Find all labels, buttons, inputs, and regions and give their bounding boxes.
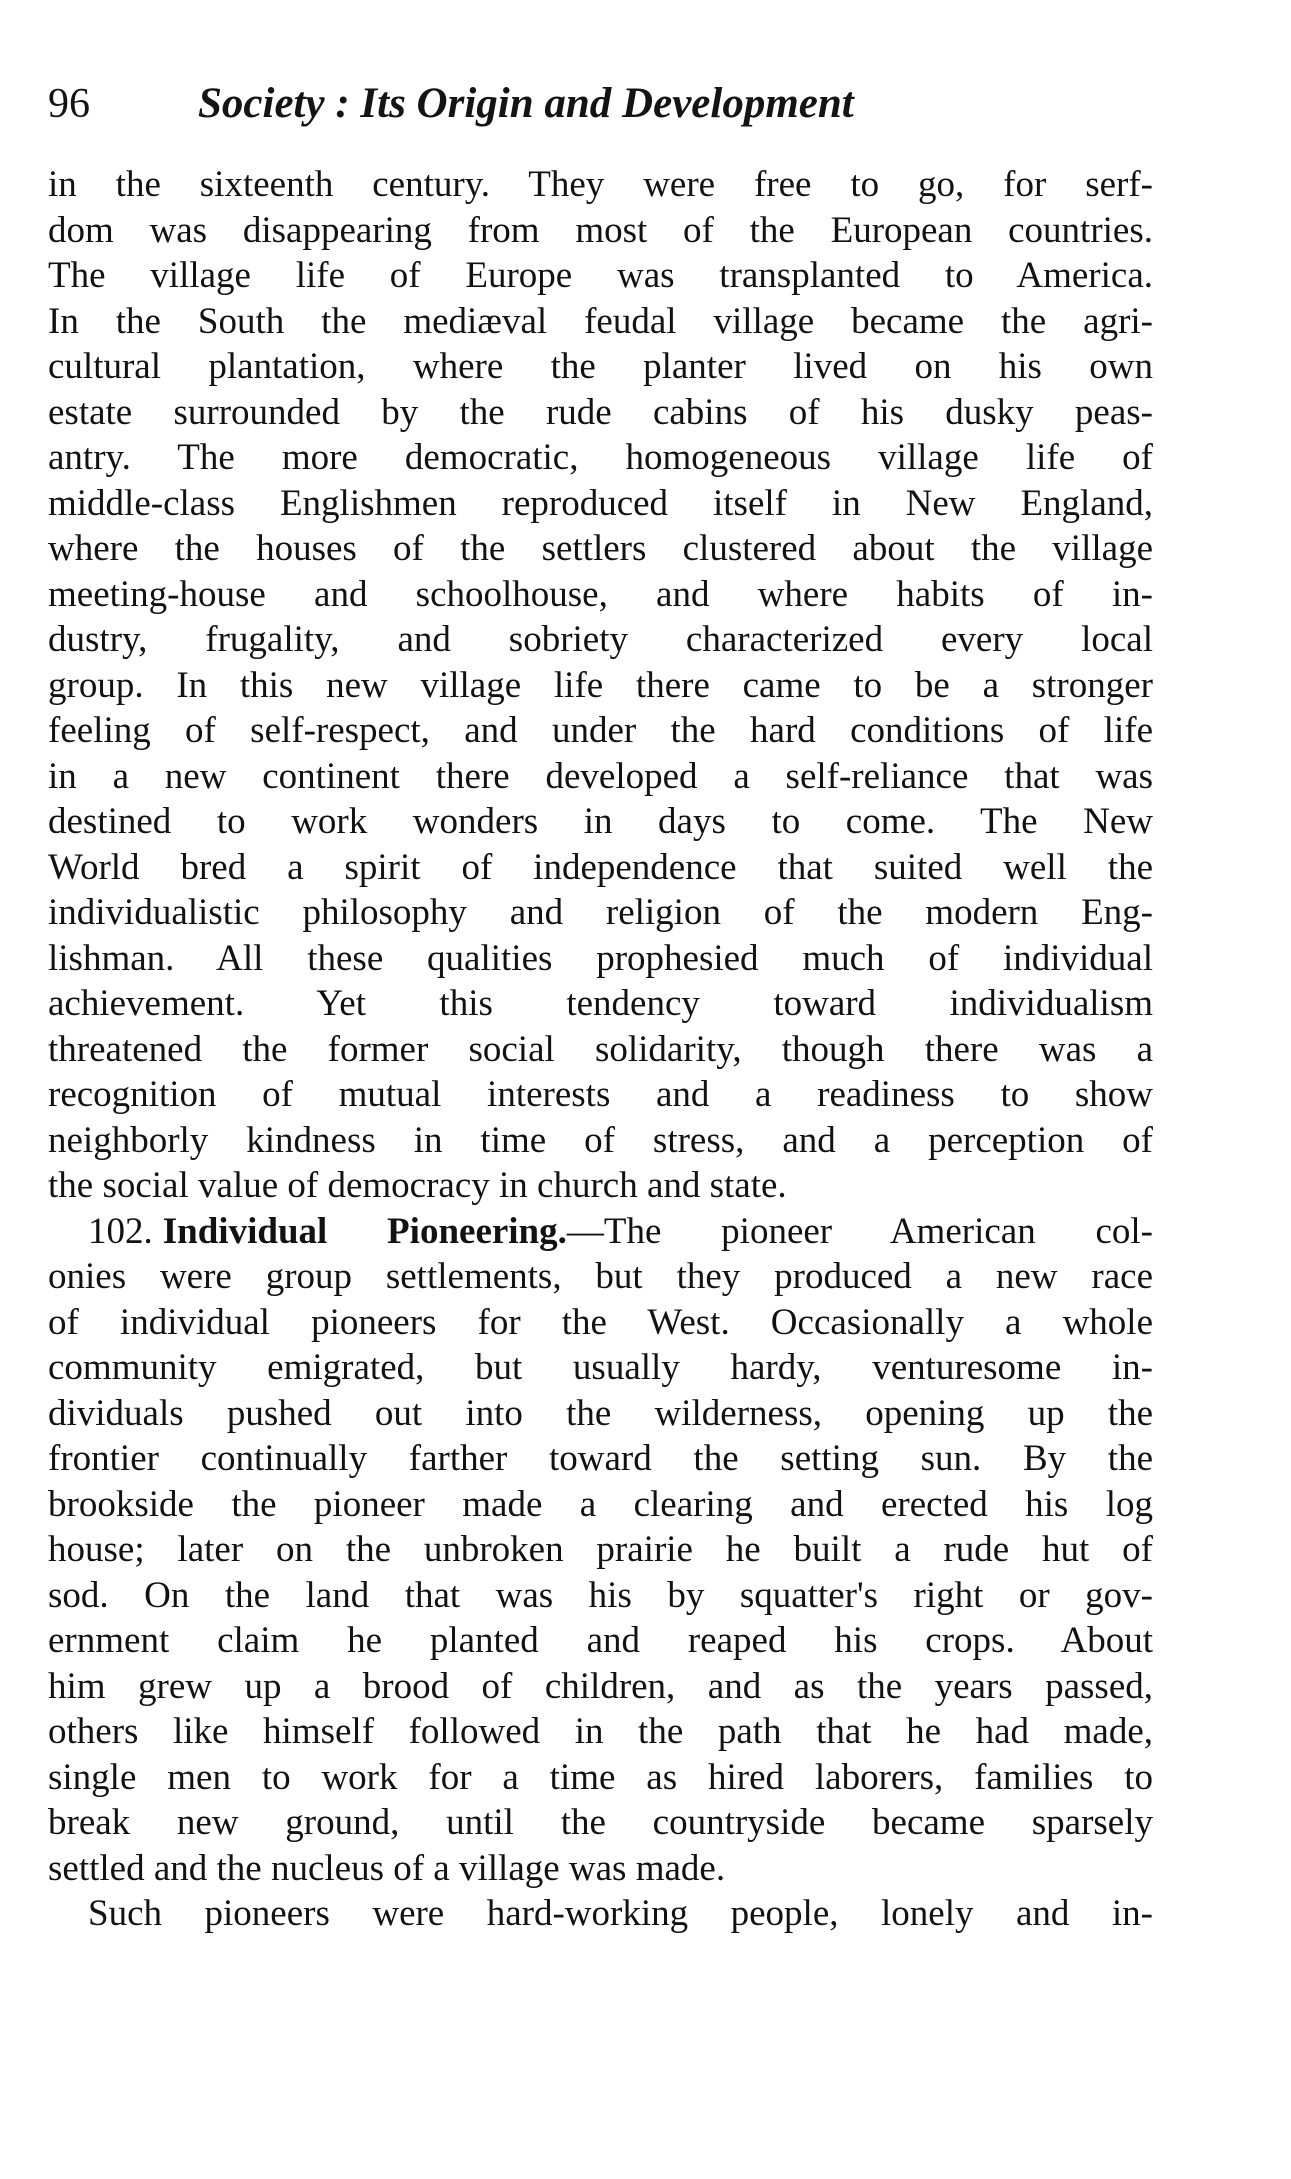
text-line: break new ground, until the countryside became sparsely: [48, 1802, 1153, 1843]
text-line: ernment claim he planted and reaped his crops. About: [48, 1620, 1153, 1661]
running-head: [48, 78, 1148, 138]
text-line: house; later on the unbroken prairie he built a rude hut of: [48, 1529, 1153, 1570]
text-line: estate surrounded by the rude cabins of his dusky peas-: [48, 391, 1153, 433]
text-line: him grew up a brood of children, and as the years passed,: [48, 1665, 1153, 1707]
text-line: feeling of self-respect, and under the hard conditions of life: [48, 710, 1153, 751]
text-line: destined to work wonders in days to come. The New: [48, 801, 1153, 842]
text-line: achievement. Yet this tendency toward individualism: [48, 983, 1153, 1024]
text-line: sod. On the land that was his by squatter's right or gov-: [48, 1574, 1153, 1616]
section-heading: Individual Pioneering.: [162, 1210, 567, 1252]
text-line: Such pioneers were hard-working people, lonely and in-: [88, 1893, 1153, 1934]
section-number: 102.: [88, 1210, 153, 1252]
section-heading-line: [48, 1209, 1153, 1255]
text-line: the social value of democracy in church and state.: [48, 1165, 787, 1206]
text-line: World bred a spirit of independence that suited well the: [48, 846, 1153, 888]
text-line: neighborly kindness in time of stress, and a perception of: [48, 1119, 1153, 1161]
text-line: others like himself followed in the path that he had made,: [48, 1711, 1153, 1752]
text-line: dustry, frugality, and sobriety characterized every local: [48, 619, 1153, 660]
section-102-paragraph: [48, 1209, 1153, 1892]
text-line: dividuals pushed out into the wilderness, opening up the: [48, 1392, 1153, 1434]
text-line: middle-class Englishmen reproduced itself in New England,: [48, 482, 1153, 524]
text-line: community emigrated, but usually hardy, venturesome in-: [48, 1347, 1153, 1388]
body-text: [48, 162, 1153, 1937]
text-line: dom was disappearing from most of the European countries.: [48, 209, 1153, 251]
text-line: where the houses of the settlers clustered about the village: [48, 528, 1153, 569]
running-title: Society : Its Origin and Development: [198, 80, 854, 127]
text-line: meeting-house and schoolhouse, and where habits of in-: [48, 573, 1153, 615]
text-line: individualistic philosophy and religion of the modern Eng-: [48, 892, 1153, 933]
text-line: frontier continually farther toward the setting sun. By the: [48, 1438, 1153, 1479]
text-line: recognition of mutual interests and a readiness to show: [48, 1074, 1153, 1115]
paragraph-next: [48, 1891, 1153, 1937]
text-line: in the sixteenth century. They were free to go, for serf-: [48, 164, 1153, 205]
text-line: cultural plantation, where the planter lived on his own: [48, 346, 1153, 387]
text-line: of individual pioneers for the West. Occasionally a whole: [48, 1301, 1153, 1343]
text-line: In the South the mediæval feudal village became the agri-: [48, 300, 1153, 342]
text-line: onies were group settlements, but they produced a new race: [48, 1256, 1153, 1297]
text-line: antry. The more democratic, homogeneous village life of: [48, 437, 1153, 478]
text-line: brookside the pioneer made a clearing and erected his log: [48, 1483, 1153, 1525]
text-line: group. In this new village life there came to be a stronger: [48, 664, 1153, 706]
page-number: 96: [48, 81, 90, 127]
text-line: lishman. All these qualities prophesied much of individual: [48, 937, 1153, 979]
heading-line-text: —The pioneer American col-: [566, 1210, 1153, 1252]
text-line: single men to work for a time as hired laborers, families to: [48, 1756, 1153, 1798]
text-line: The village life of Europe was transplanted to America.: [48, 255, 1153, 296]
text-line: threatened the former social solidarity, though there was a: [48, 1028, 1153, 1070]
paragraph-continuation: [48, 162, 1153, 1209]
text-line: in a new continent there developed a self-reliance that was: [48, 755, 1153, 797]
text-line: settled and the nucleus of a village was made.: [48, 1847, 726, 1889]
